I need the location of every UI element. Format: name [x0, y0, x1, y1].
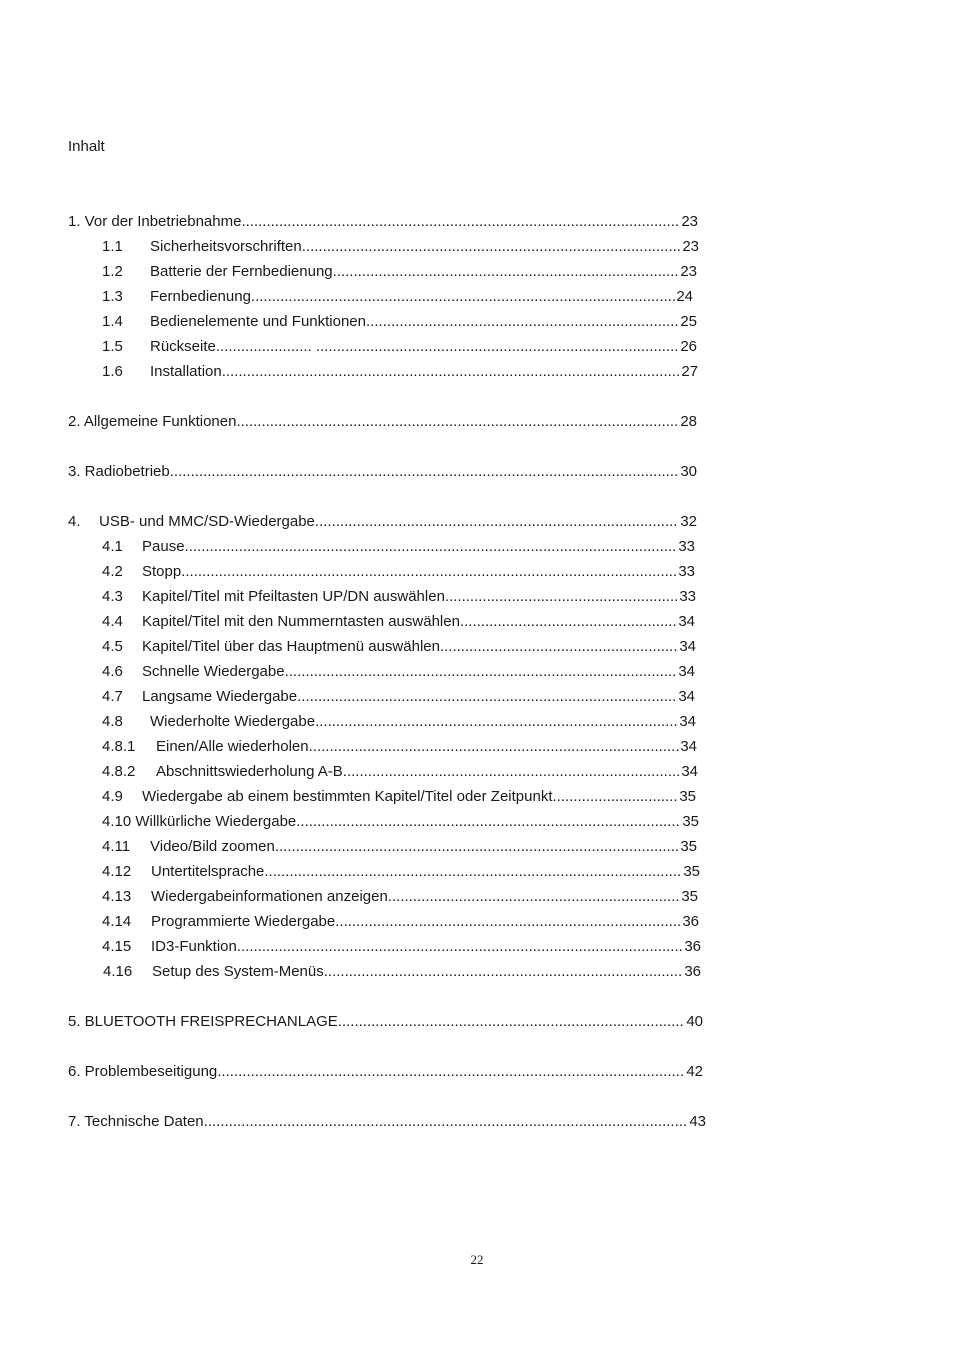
toc-entry-title: [68, 212, 679, 232]
toc-entry: [68, 462, 697, 482]
toc-entry-title: [142, 537, 676, 557]
toc-leader-dots: .......................................................................................: [315, 713, 678, 730]
toc-entry-number: 1.5: [102, 338, 123, 355]
toc-entry-label: 4.10 Willkürliche Wiedergabe: [102, 813, 297, 830]
toc-entry-page: 33: [678, 563, 695, 580]
toc-entry-title: [102, 812, 680, 832]
toc-leader-dots: ........................................................: [444, 588, 679, 605]
toc-leader-dots: ......................................................................................: [323, 963, 683, 980]
toc-entry-label: 2. Allgemeine Funktionen: [68, 413, 237, 430]
toc-entry-label: 7. Technische Daten: [68, 1113, 204, 1130]
toc-entry-label: 3. Radiobetrieb: [68, 463, 170, 480]
toc-entry-number: 4.5: [102, 638, 123, 655]
toc-leader-dots: ...................................................................................: [335, 913, 682, 930]
toc-entry-page: 34: [678, 613, 695, 630]
toc-entry: [102, 537, 695, 557]
toc-entry-number: 4.7: [102, 688, 123, 705]
toc-leader-dots: .........................................................................................................: [241, 213, 680, 230]
toc-entry-label: USB- und MMC/SD-Wiedergabe: [99, 513, 315, 530]
toc-entry-page: 35: [679, 788, 696, 805]
toc-leader-dots: ...................................................................................: [337, 1013, 684, 1030]
toc-entry-label: Setup des System-Menüs: [152, 963, 324, 980]
toc-entry-label: Bedienelemente und Funktionen: [150, 313, 366, 330]
toc-entry-page: 23: [681, 213, 698, 230]
toc-entry: [102, 812, 699, 832]
toc-entry-number: 4.8: [102, 713, 123, 730]
toc-leader-dots: ...........................................................................................................: [236, 938, 683, 955]
toc-entry-label: Kapitel/Titel mit den Nummerntasten auswählen: [142, 613, 460, 630]
toc-entry: [102, 862, 700, 882]
toc-leader-dots: ..........................................................................................................: [236, 413, 679, 430]
toc-entry-number: 4.: [68, 513, 81, 530]
toc-leader-dots: ......................................................................................................................: [184, 538, 677, 555]
toc-leader-dots: ..........................................................................................................................: [169, 463, 679, 480]
toc-entry-number: 4.6: [102, 663, 123, 680]
toc-entry-label: Rückseite.......................: [150, 338, 316, 355]
toc-entry-number: 4.3: [102, 588, 123, 605]
toc-entry-number: 1.4: [102, 313, 123, 330]
toc-entry: [102, 562, 695, 582]
toc-entry-label: Wiederholte Wiedergabe: [150, 713, 316, 730]
toc-entry-number: 4.2: [102, 563, 123, 580]
toc-entry-page: 42: [686, 1063, 703, 1080]
toc-entry-label: Einen/Alle wiederholen: [156, 738, 309, 755]
toc-entry-number: 4.11: [102, 838, 131, 855]
toc-entry: [102, 312, 697, 332]
toc-leader-dots: ................................................................................................................: [217, 1063, 685, 1080]
toc-entry-title: [151, 862, 681, 882]
toc-entry-title: [142, 612, 677, 632]
toc-entry: [102, 937, 701, 957]
toc-entry-page: 35: [682, 813, 699, 830]
toc-entry-page: 33: [679, 588, 696, 605]
toc-entry: [102, 362, 698, 382]
toc-entry-title: [99, 512, 677, 532]
toc-entry-title: [68, 1012, 684, 1032]
toc-entry: [68, 512, 697, 532]
toc-entry: [68, 412, 697, 432]
toc-entry-page: 33: [678, 538, 695, 555]
toc-entry: [102, 912, 699, 932]
toc-entry-number: 4.1: [102, 538, 123, 555]
toc-entry-page: 32: [680, 513, 697, 530]
toc-entry-label: 6. Problembeseitigung: [68, 1063, 218, 1080]
toc-entry-label: Kapitel/Titel über das Hauptmenü auswählen: [142, 638, 440, 655]
toc-entry-page: 43: [689, 1113, 706, 1130]
toc-leader-dots: .......................................................................................................................: [181, 563, 678, 580]
toc-entry-label: Batterie der Fernbedienung: [150, 263, 333, 280]
toc-entry-page: 24: [676, 288, 693, 305]
toc-entry-page: 30: [680, 463, 697, 480]
toc-entry-title: [150, 712, 678, 732]
toc-entry-title: [142, 637, 678, 657]
toc-leader-dots: .........................................................: [439, 638, 678, 655]
toc-leader-dots: .................................................................................................: [274, 838, 680, 855]
toc-entry-title: [142, 687, 676, 707]
toc-entry-number: 4.13: [102, 888, 132, 905]
toc-entry-page: 35: [681, 888, 698, 905]
toc-entry-label: Wiedergabe ab einem bestimmten Kapitel/Titel oder Zeitpunkt: [142, 788, 553, 805]
toc-leader-dots: ....................................................: [459, 613, 677, 630]
toc-entry-page: 27: [681, 363, 698, 380]
toc-entry-label: ID3-Funktion: [151, 938, 237, 955]
toc-entry-page: 34: [679, 638, 696, 655]
toc-leader-dots: ...........................................................................................: [297, 688, 677, 705]
toc-entry-number: 4.15: [102, 938, 132, 955]
toc-leader-dots: ..............................: [552, 788, 678, 805]
toc-entry-label: Pause: [142, 538, 185, 555]
toc-entry-title: [151, 937, 683, 957]
toc-leader-dots: .......................................................................................: [315, 338, 679, 355]
toc-leader-dots: ...................................................................................: [332, 263, 679, 280]
toc-entry: [102, 287, 693, 307]
toc-entry-number: 4.16: [103, 963, 133, 980]
toc-entry: [102, 787, 696, 807]
toc-entry-page: 34: [679, 713, 696, 730]
toc-entry: [102, 587, 696, 607]
toc-leader-dots: .......................................................................................: [314, 513, 678, 530]
toc-entry-label: Wiedergabeinformationen anzeigen: [151, 888, 388, 905]
toc-entry-label: Kapitel/Titel mit Pfeiltasten UP/DN auswählen: [142, 588, 445, 605]
toc-entry-page: 25: [680, 313, 697, 330]
toc-entry-label: Untertitelsprache: [151, 863, 265, 880]
toc-entry-page: 34: [678, 688, 695, 705]
toc-leader-dots: ....................................................................................................................: [203, 1113, 688, 1130]
toc-entry-title: [150, 287, 676, 307]
toc-entry-title: [68, 1112, 687, 1132]
toc-entry-title: [68, 412, 678, 432]
toc-entry-number: 1.6: [102, 363, 123, 380]
toc-leader-dots: ..............................................................................................................: [221, 363, 681, 380]
toc-entry-page: 35: [683, 863, 700, 880]
toc-leader-dots: ....................................................................................................: [264, 863, 682, 880]
toc-entry: [102, 237, 699, 257]
toc-entry-number: 4.4: [102, 613, 123, 630]
toc-entry-page: 36: [682, 913, 699, 930]
toc-entry-number: 1.2: [102, 263, 123, 280]
toc-entry-title: [150, 362, 680, 382]
toc-entry-title: [142, 662, 676, 682]
toc-entry-page: 26: [680, 338, 697, 355]
toc-entry-title: [150, 837, 679, 857]
toc-entry-page: 34: [678, 663, 695, 680]
toc-entry-label: Abschnittswiederholung A-B: [156, 763, 343, 780]
toc-entry: [68, 1112, 706, 1132]
page-number: 22: [470, 1252, 484, 1267]
toc-entry-label: Fernbedienung: [150, 288, 251, 305]
toc-entry-label: Installation: [150, 363, 222, 380]
toc-entry-title: [156, 737, 680, 757]
toc-entry-number: 1.3: [102, 288, 123, 305]
toc-entry-label: Langsame Wiedergabe: [142, 688, 298, 705]
page-title: Inhalt: [68, 138, 105, 155]
toc-entry: [102, 262, 697, 282]
toc-entry-title: [151, 887, 680, 907]
toc-entry: [68, 1012, 703, 1032]
toc-entry-label: 5. BLUETOOTH FREISPRECHANLAGE: [68, 1013, 338, 1030]
toc-entry-number: 4.9: [102, 788, 123, 805]
toc-entry-number: 1.1: [102, 238, 123, 255]
toc-entry-label: 1. Vor der Inbetriebnahme: [68, 213, 242, 230]
toc-entry-title: [142, 787, 678, 807]
toc-entry: [102, 337, 697, 357]
toc-entry-page: 23: [680, 263, 697, 280]
toc-entry-number: 4.8.1: [102, 738, 136, 755]
toc-leader-dots: ...........................................................................................: [301, 238, 681, 255]
toc-entry-title: [142, 562, 677, 582]
toc-entry: [102, 612, 695, 632]
toc-entry-number: 4.12: [102, 863, 132, 880]
toc-entry-title: [142, 587, 678, 607]
toc-leader-dots: .........................................................................................: [308, 738, 680, 755]
toc-entry-number: 4.8.2: [102, 763, 136, 780]
toc-entry-label: Stopp: [142, 563, 182, 580]
toc-entry-page: 40: [686, 1013, 703, 1030]
toc-leader-dots: ...........................................................................: [366, 313, 679, 330]
toc-entry: [68, 1062, 703, 1082]
toc-entry-page: 34: [681, 763, 698, 780]
toc-entry: [102, 637, 696, 657]
toc-entry-title: [68, 1062, 684, 1082]
toc-entry-title: [151, 912, 681, 932]
toc-entry-page: 28: [680, 413, 697, 430]
toc-leader-dots: .................................................................................: [342, 763, 681, 780]
toc-entry-label: Video/Bild zoomen: [150, 838, 275, 855]
toc-entry-label: Schnelle Wiedergabe: [142, 663, 285, 680]
toc-entry: [103, 962, 701, 982]
toc-leader-dots: ............................................................................................: [296, 813, 680, 830]
toc-entry-label: Sicherheitsvorschriften: [150, 238, 302, 255]
toc-entry-title: [150, 237, 681, 257]
toc-entry: [102, 687, 695, 707]
toc-entry: [102, 837, 697, 857]
toc-entry-number: 4.14: [102, 913, 132, 930]
toc-entry-label: Programmierte Wiedergabe: [151, 913, 336, 930]
toc-leader-dots: ......................................................................: [387, 888, 680, 905]
toc-entry: [102, 762, 698, 782]
toc-entry-page: 36: [684, 963, 701, 980]
toc-entry-title: [150, 312, 679, 332]
toc-entry-page: 35: [680, 838, 697, 855]
toc-entry-title: [68, 462, 678, 482]
toc-entry-page: 36: [684, 938, 701, 955]
toc-entry: [68, 212, 698, 232]
toc-entry-title: [156, 762, 680, 782]
toc-entry-title: [150, 337, 678, 357]
toc-leader-dots: ......................................................................................................: [250, 288, 677, 305]
toc-entry-page: 23: [682, 238, 699, 255]
toc-entry: [102, 737, 697, 757]
toc-entry: [102, 712, 696, 732]
toc-entry-title: [150, 262, 679, 282]
toc-entry: [102, 662, 695, 682]
toc-entry-page: 34: [680, 738, 697, 755]
toc-entry: [102, 887, 698, 907]
toc-leader-dots: ..............................................................................................: [284, 663, 677, 680]
toc-entry-title: [152, 962, 682, 982]
